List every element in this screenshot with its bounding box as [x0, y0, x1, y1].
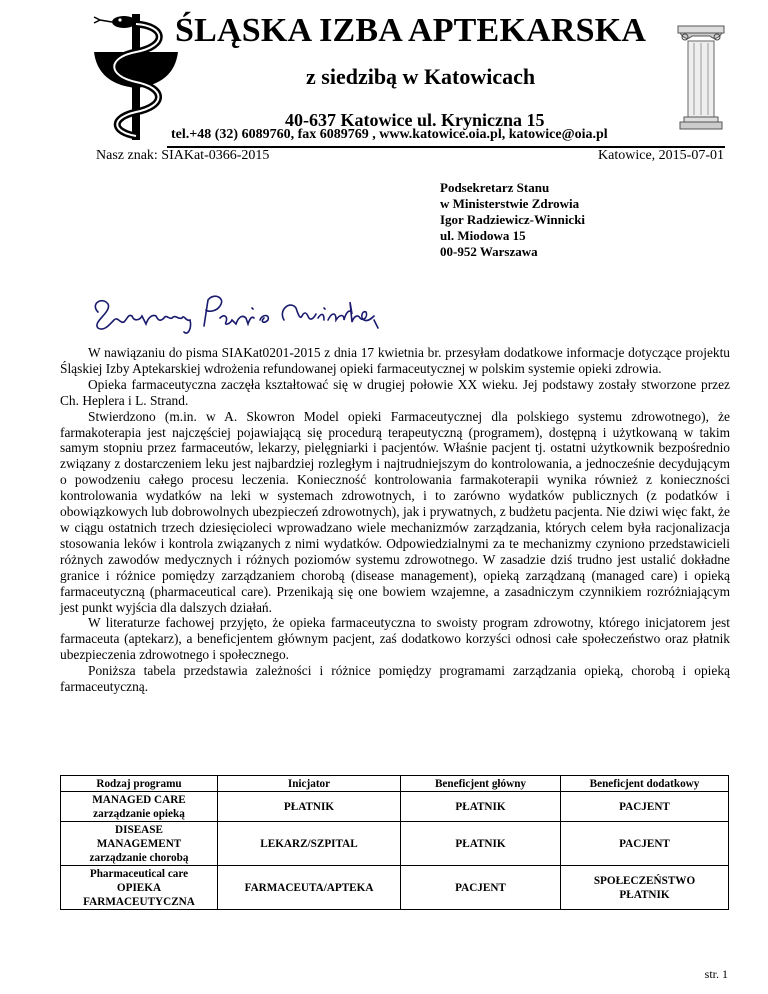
initiator-cell: LEKARZ/SZPITAL [218, 822, 401, 866]
extra-beneficiary-cell: PACJENT [561, 792, 729, 822]
initiator-cell: FARMACEUTA/APTEKA [218, 866, 401, 910]
program-cell: MANAGED CARE zarządzanie opieką [61, 792, 218, 822]
program-cell: Pharmaceutical care OPIEKA FARMACEUTYCZNA [61, 866, 218, 910]
table-row [61, 792, 729, 822]
organization-address: 40-637 Katowice ul. Kryniczna 15 [285, 110, 545, 130]
program-comparison-table [60, 775, 729, 910]
initiator-cell: PŁATNIK [218, 792, 401, 822]
letter-date: Katowice, 2015-07-01 [598, 148, 724, 163]
paragraph: Opieka farmaceutyczna zaczęła kształtować się w drugiej połowie XX wieku. Jej podstawy zostały stworzone przez Ch. Heplera i L. Strand. [60, 376, 730, 408]
paragraph: Stwierdzono (m.in. w A. Skowron Model opieki Farmaceutycznej dla polskiego systemu zdrowotnego), że farmakoterapia jest najczęściej pojawiającą się procedurą terapeutyczną (programem), dostępną i użytkowaną w takim samym stopniu przez farmaceutów, lekarzy, pielęgniarki i pacjentów. Właśnie pacjent tj. ostatni użytkownik bezpośrednio związany z dostarczeniem leku jest najbardziej rozległym i najtrudniejszym do kontrolowania, a jednocześnie decydującym o powodzeniu całego procesu leczenia. Konieczność kontrolowania farmakoterapii wynika również z konieczności kontrolowania wydatków na leki w systemach zdrowotnych, i to zarówno wydatków publicznych (z podatków i obowiązkowych lub dobrowolnych ubezpieczeń zdrowotnych), jak i prywatnych, z budżetu pacjenta. Nie dziwi więc fakt, że w ciągu ostatnich trzech dziesięcioleci wprowadzano wiele mechanizmów zarządzania, których celem była racjonalizacja stosowania leków i kontrola związanych z nimi wydatków. Odpowiedzialnymi za te mechanizmy czyniono przedstawicieli różnych zawodów medycznych i różnych poziomów systemu zdrowotnego. W zasadzie dziś trudno jest ustalić dokładne granice i różnice pomiędzy zarządzaniem chorobą (disease management), opieką zarządzaną (managed care) i opieką farmaceutyczną (pharmaceutical care). Przenikają się one bowiem wzajemne, a zasadniczym czynnikiem rozróżniającym jest punkt wyjścia dla dalszych działań. [60, 408, 730, 615]
recipient-block [440, 180, 585, 260]
program-cell: DISEASE MANAGEMENT zarządzanie chorobą [61, 822, 218, 866]
column-icon [676, 24, 726, 132]
recipient-line: 00-952 Warszawa [440, 244, 538, 259]
organization-contact: tel.+48 (32) 6089760, fax 6089769 , www.katowice.oia.pl, katowice@oia.pl [171, 127, 608, 142]
paragraph: W literaturze fachowej przyjęto, że opieka farmaceutyczna to swoisty program zdrowotny, którego inicjatorem jest farmaceuta (aptekarz), a beneficjentem głównym pacjent, zaś dodatkowo korzyści odnosi całe społeczeństwo oraz płatnik ubezpieczenia zdrowotnego i społecznego. [60, 615, 730, 663]
reference-number: Nasz znak: SIAKat-0366-2015 [96, 148, 270, 163]
recipient-line: w Ministerstwie Zdrowia [440, 196, 580, 211]
handwritten-salutation [88, 290, 388, 340]
main-beneficiary-cell: PACJENT [401, 866, 561, 910]
paragraph: Poniższa tabela przedstawia zależności i różnice pomiędzy programami zarządzania opieką, chorobą i opieką farmaceutyczną. [60, 663, 730, 695]
table-header-row [61, 776, 729, 792]
organization-title: ŚLĄSKA IZBA APTEKARSKA [175, 12, 647, 49]
main-beneficiary-cell: PŁATNIK [401, 822, 561, 866]
recipient-line: Igor Radziewicz-Winnicki [440, 212, 586, 227]
column-header: Inicjator [218, 776, 401, 792]
letter-body [60, 345, 730, 695]
recipient-line: ul. Miodowa 15 [440, 228, 526, 243]
column-header: Beneficjent główny [401, 776, 561, 792]
extra-beneficiary-cell: SPOŁECZEŃSTWO PŁATNIK [561, 866, 729, 910]
column-header: Rodzaj programu [61, 776, 218, 792]
page-number: str. 1 [704, 967, 728, 981]
main-beneficiary-cell: PŁATNIK [401, 792, 561, 822]
paragraph: W nawiązaniu do pisma SIAKat0201-2015 z dnia 17 kwietnia br. przesyłam dodatkowe informacje dotyczące projektu Śląskiej Izby Aptekarskiej wdrożenia refundowanej opieki farmaceutycznej w polskim systemie opieki zdrowia. [60, 345, 730, 376]
column-header: Beneficjent dodatkowy [561, 776, 729, 792]
table-row [61, 866, 729, 910]
table-row [61, 822, 729, 866]
extra-beneficiary-cell: PACJENT [561, 822, 729, 866]
organization-subtitle: z siedzibą w Katowicach [306, 64, 536, 89]
recipient-line: Podsekretarz Stanu [440, 180, 550, 195]
